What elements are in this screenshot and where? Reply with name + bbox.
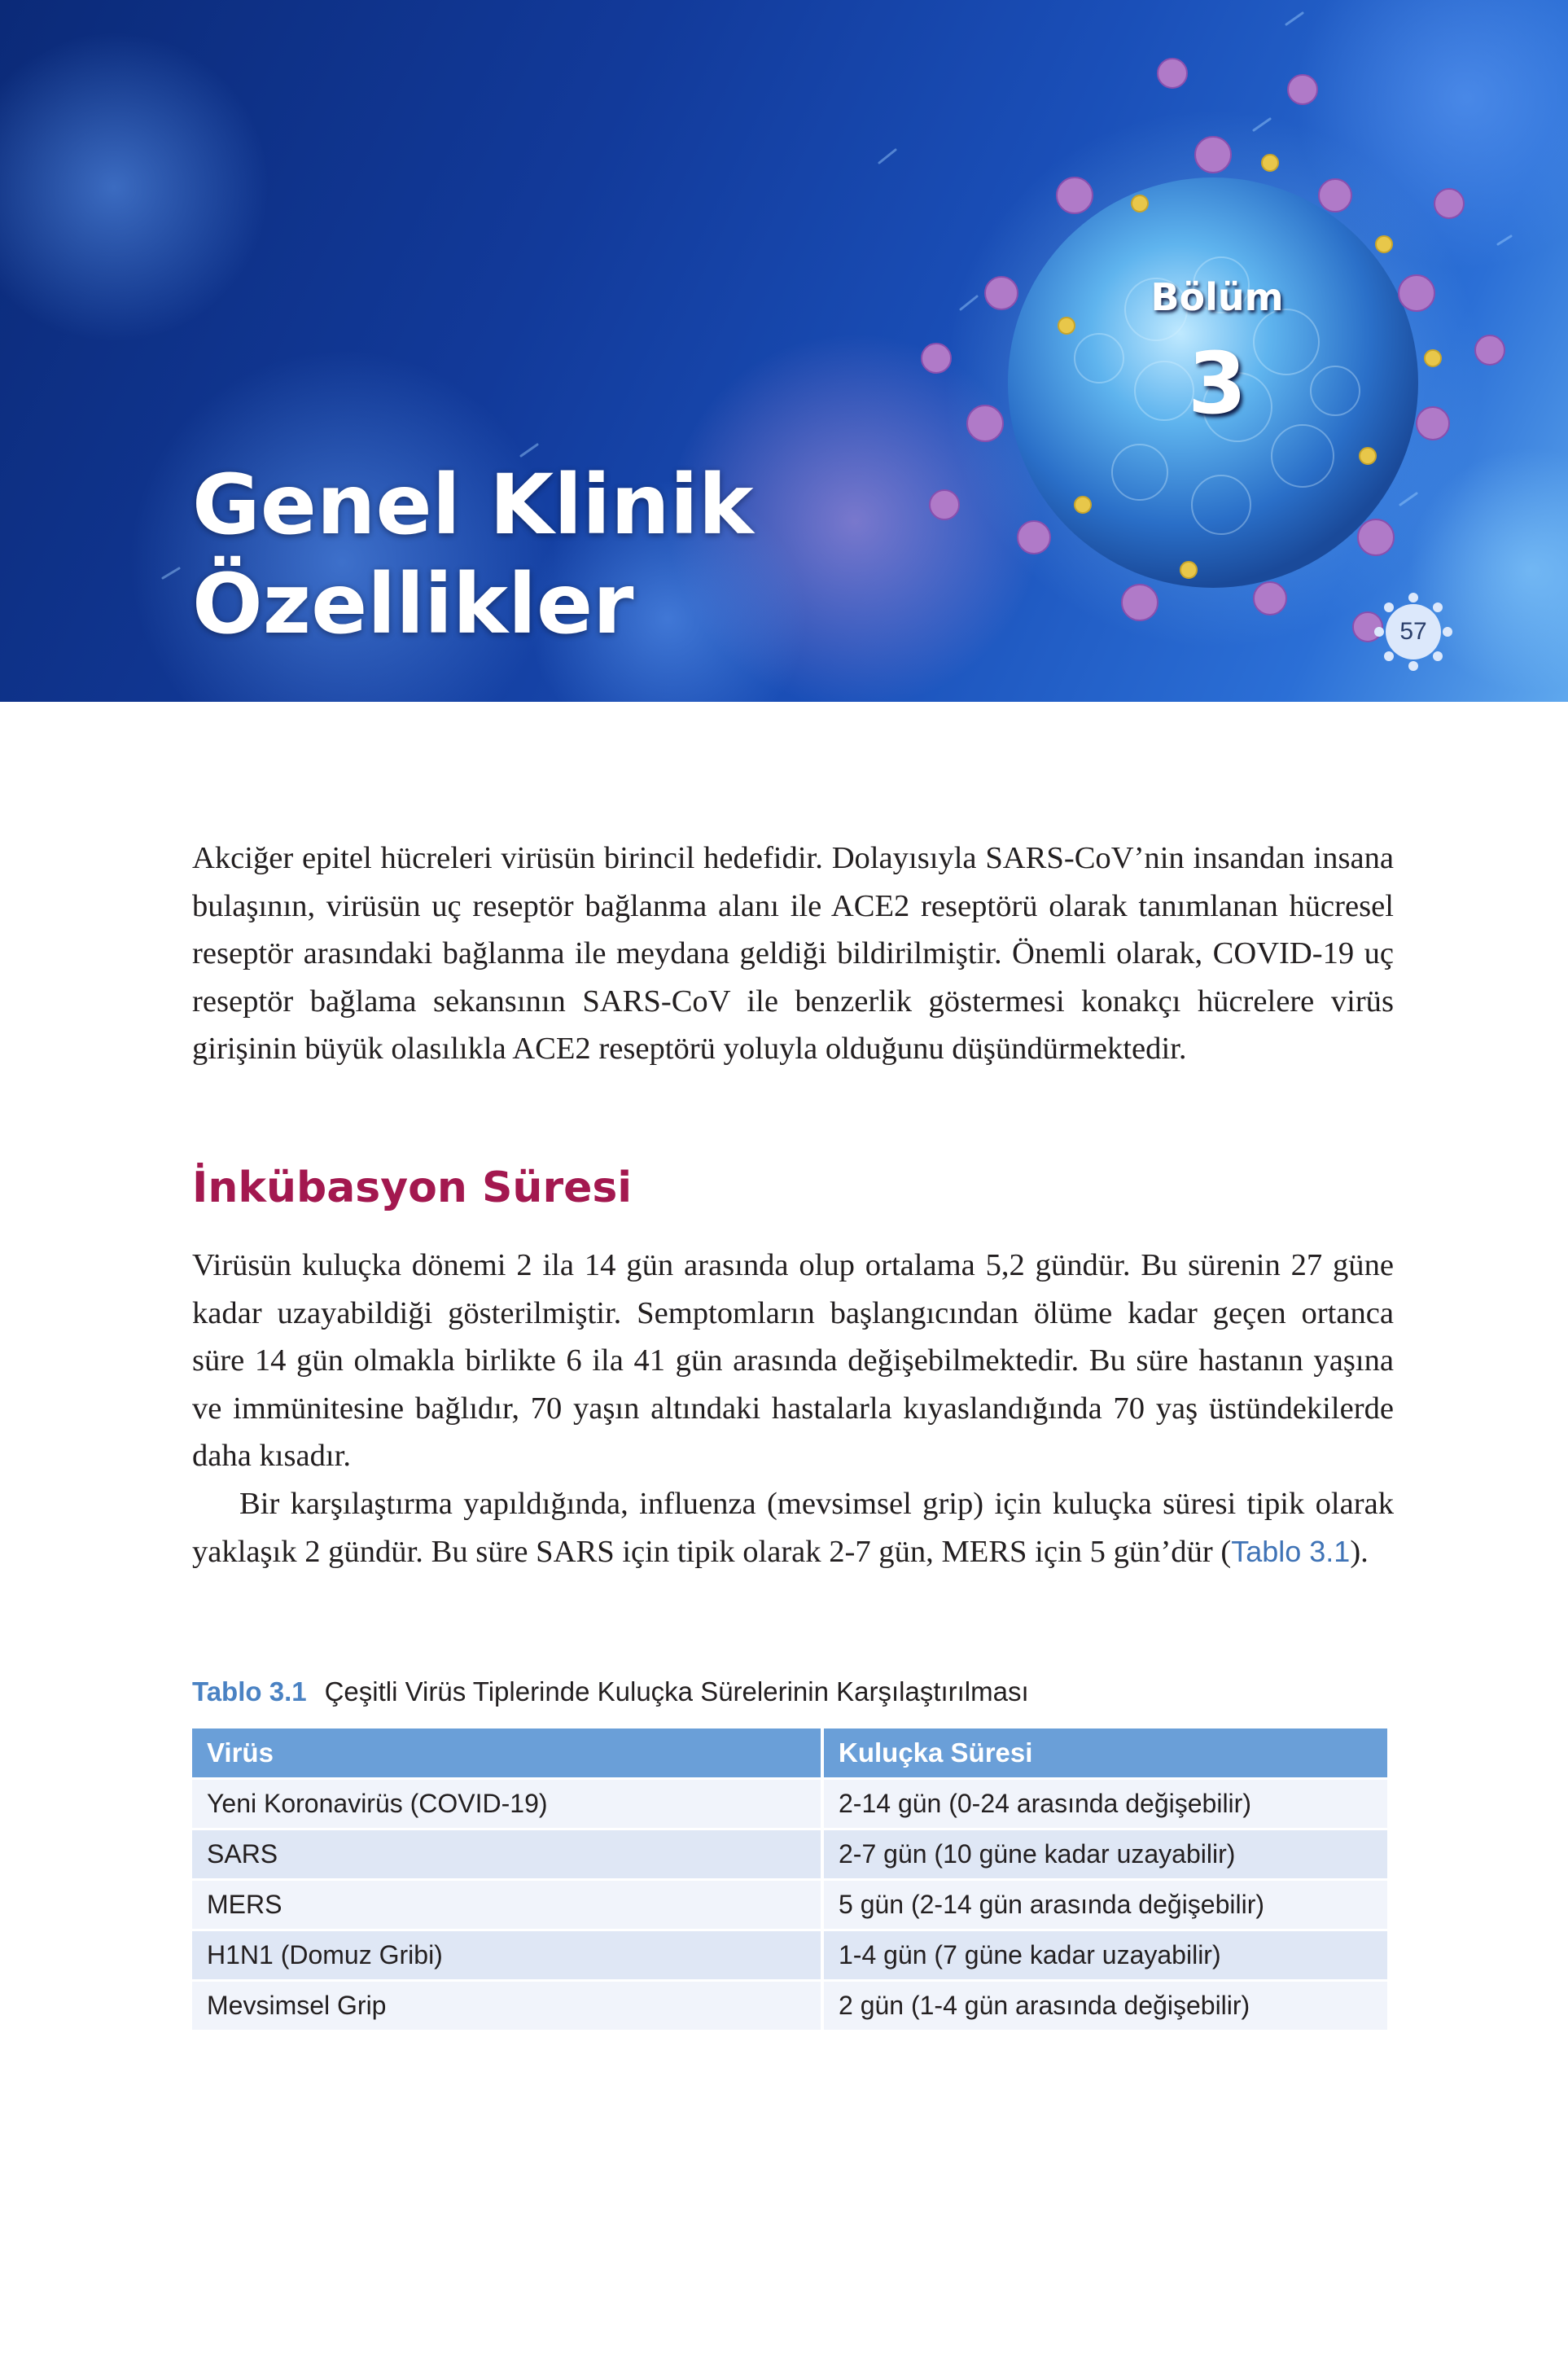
table-cell-incubation: 1-4 gün (7 güne kadar uzayabilir)	[824, 1931, 1387, 1979]
table-row	[192, 1881, 1387, 1929]
table-cell-virus: Yeni Koronavirüs (COVID-19)	[192, 1780, 821, 1828]
table-cell-incubation: 2-14 gün (0-24 arasında değişebilir)	[824, 1780, 1387, 1828]
comparison-paragraph-end: ).	[1350, 1534, 1369, 1569]
incubation-table	[189, 1726, 1391, 2032]
incubation-paragraph: Virüsün kuluçka dönemi 2 ila 14 gün arasında olup ortalama 5,2 gündür. Bu sürenin 27 güne kadar uzayabildiği gösterilmiştir. Semptomların başlangıcından ölüme kadar geçen ortanca süre 14 gün olmakla birlikte 6 ila 41 gün arasında değişebilmektedir. Bu süre hastanın yaşına ve immünitesine bağlıdır, 70 yaşın altındaki hastalarla kıyaslandığında 70 yaş üstündekilerde daha kısadır.	[192, 1248, 1394, 1473]
table-caption-text: Çeşitli Virüs Tiplerinde Kuluçka Sürelerinin Karşılaştırılması	[324, 1676, 1029, 1707]
table-cell-virus: Mevsimsel Grip	[192, 1982, 821, 2030]
column-header-virus: Virüs	[192, 1728, 821, 1777]
page-number: 57	[1399, 618, 1427, 645]
table-cell-virus: H1N1 (Domuz Gribi)	[192, 1931, 821, 1979]
chapter-number: 3	[1187, 334, 1247, 433]
table-row	[192, 1830, 1387, 1878]
comparison-paragraph	[192, 1480, 1394, 1575]
table-caption	[192, 1673, 1394, 1711]
table-cell-incubation: 2 gün (1-4 gün arasında değişebilir)	[824, 1982, 1387, 2030]
chapter-title-line-1: Genel Klinik	[192, 457, 754, 554]
chapter-title	[192, 456, 754, 655]
table-label: Tablo 3.1	[192, 1676, 307, 1707]
table-cell-incubation: 2-7 gün (10 güne kadar uzayabilir)	[824, 1830, 1387, 1878]
chapter-label: Bölüm	[1150, 275, 1284, 319]
table-reference-link[interactable]: Tablo 3.1	[1231, 1534, 1351, 1568]
column-header-incubation: Kuluçka Süresi	[824, 1728, 1387, 1777]
chapter-title-line-2: Özellikler	[192, 556, 634, 653]
table-row	[192, 1931, 1387, 1979]
table-cell-virus: MERS	[192, 1881, 821, 1929]
section-heading: İnkübasyon Süresi	[192, 1163, 633, 1212]
table-row	[192, 1780, 1387, 1828]
chapter-banner	[0, 0, 1568, 702]
comparison-paragraph-text: Bir karşılaştırma yapıldığında, influenza (mevsimsel grip) için kuluçka süresi tipik olarak yaklaşık 2 gündür. Bu süre SARS için tipik olarak 2-7 gün, MERS için 5 gün’dür (	[192, 1487, 1394, 1569]
intro-paragraph: Akciğer epitel hücreleri virüsün birincil hedefidir. Dolayısıyla SARS-CoV’nin insandan insana bulaşının, virüsün uç reseptör bağlanma alanı ile ACE2 reseptörü olarak tanımlanan hücresel reseptör arasındaki bağlanma ile meydana geldiği bildirilmiştir. Önemli olarak, COVID-19 uç reseptör bağlama sekansının SARS-CoV ile benzerlik göstermesi konakçı hücrelere virüs girişinin büyük olasılıkla ACE2 reseptörü yoluyla olduğunu düşündürmektedir.	[192, 841, 1394, 1066]
table-header-row	[192, 1728, 1387, 1777]
table-cell-incubation: 5 gün (2-14 gün arasında değişebilir)	[824, 1881, 1387, 1929]
table-row	[192, 1982, 1387, 2030]
table-cell-virus: SARS	[192, 1830, 821, 1878]
